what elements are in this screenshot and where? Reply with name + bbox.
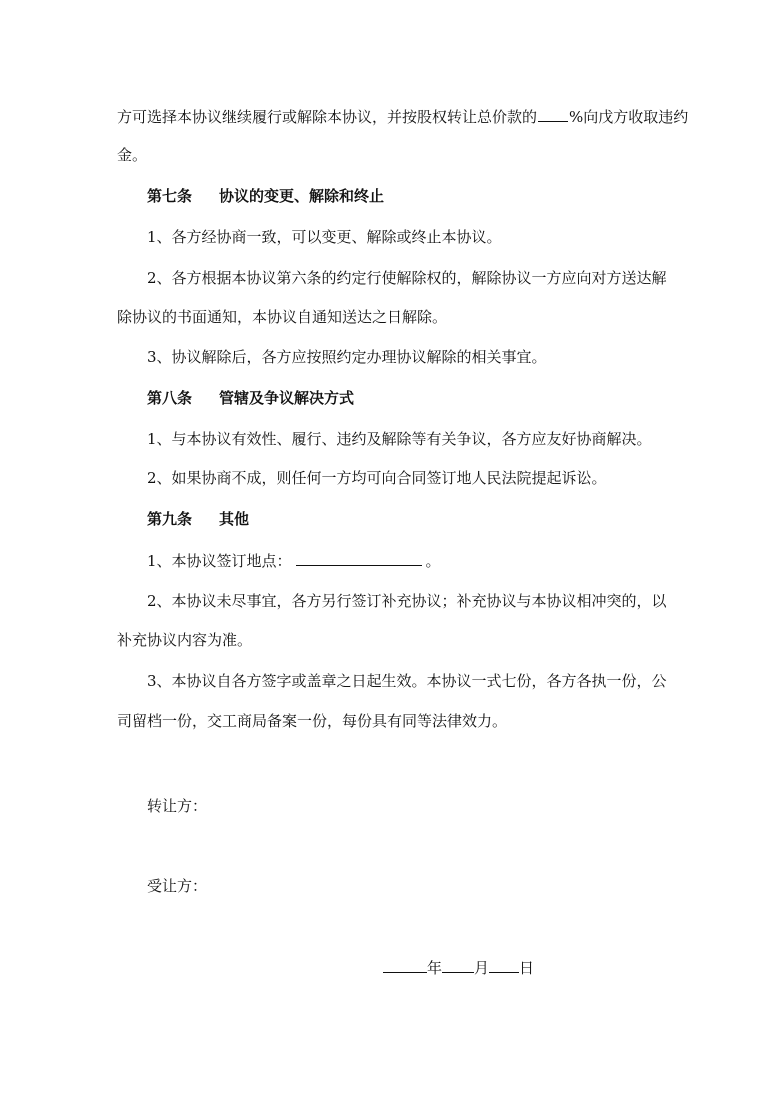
year-blank bbox=[383, 957, 427, 973]
article-7-heading bbox=[147, 186, 384, 206]
month-blank bbox=[442, 957, 474, 973]
breach-clause-text-b: %向戊方收取违约 bbox=[569, 108, 689, 126]
article-8-heading bbox=[147, 388, 354, 408]
article-7-item-2-line1: 2、各方根据本协议第六条的约定行使解除权的，解除协议一方应向对方送达解 bbox=[147, 269, 667, 287]
article-8-number: 第八条 bbox=[147, 389, 193, 407]
article-8-item-1: 1、与本协议有效性、履行、违约及解除等有关争议，各方应友好协商解决。 bbox=[147, 430, 652, 448]
article-9-item-3-line1: 3、本协议自各方签字或盖章之日起生效。本协议一式七份，各方各执一份，公 bbox=[147, 672, 667, 690]
article-8-item-2: 2、如果协商不成，则任何一方均可向合同签订地人民法院提起诉讼。 bbox=[147, 469, 607, 487]
article-7-item-1: 1、各方经协商一致，可以变更、解除或终止本协议。 bbox=[147, 228, 502, 246]
transferor-signature-label: 转让方： bbox=[147, 797, 208, 815]
article-9-item-1 bbox=[147, 550, 441, 571]
day-blank bbox=[489, 957, 519, 973]
article-8-title: 管辖及争议解决方式 bbox=[219, 389, 355, 407]
signing-place-label: 1、本协议签订地点： bbox=[147, 552, 292, 570]
month-label: 月 bbox=[474, 959, 490, 977]
percentage-blank bbox=[538, 106, 568, 122]
year-label: 年 bbox=[427, 959, 443, 977]
paragraph-breach-clause-line1 bbox=[117, 106, 688, 127]
signing-place-blank bbox=[296, 550, 422, 566]
paragraph-breach-clause-line2: 金。 bbox=[117, 146, 148, 164]
article-7-item-3: 3、协议解除后，各方应按照约定办理协议解除的相关事宜。 bbox=[147, 348, 547, 366]
breach-clause-text-a: 方可选择本协议继续履行或解除本协议，并按股权转让总价款的 bbox=[117, 108, 538, 126]
article-7-title: 协议的变更、解除和终止 bbox=[219, 187, 385, 205]
article-7-number: 第七条 bbox=[147, 187, 193, 205]
article-9-item-2-line1: 2、本协议未尽事宜，各方另行签订补充协议；补充协议与本协议相冲突的，以 bbox=[147, 592, 667, 610]
signing-place-period: 。 bbox=[425, 552, 441, 570]
article-7-item-2-line2: 除协议的书面通知，本协议自通知送达之日解除。 bbox=[117, 308, 448, 326]
article-9-number: 第九条 bbox=[147, 510, 193, 528]
transferee-signature-label: 受让方： bbox=[147, 877, 208, 895]
article-9-item-2-line2: 补充协议内容为准。 bbox=[117, 631, 253, 649]
signing-date bbox=[383, 957, 534, 978]
article-9-item-3-line2: 司留档一份，交工商局备案一份，每份具有同等法律效力。 bbox=[117, 712, 508, 730]
day-label: 日 bbox=[519, 959, 535, 977]
article-9-title: 其他 bbox=[219, 510, 250, 528]
article-9-heading bbox=[147, 509, 249, 529]
